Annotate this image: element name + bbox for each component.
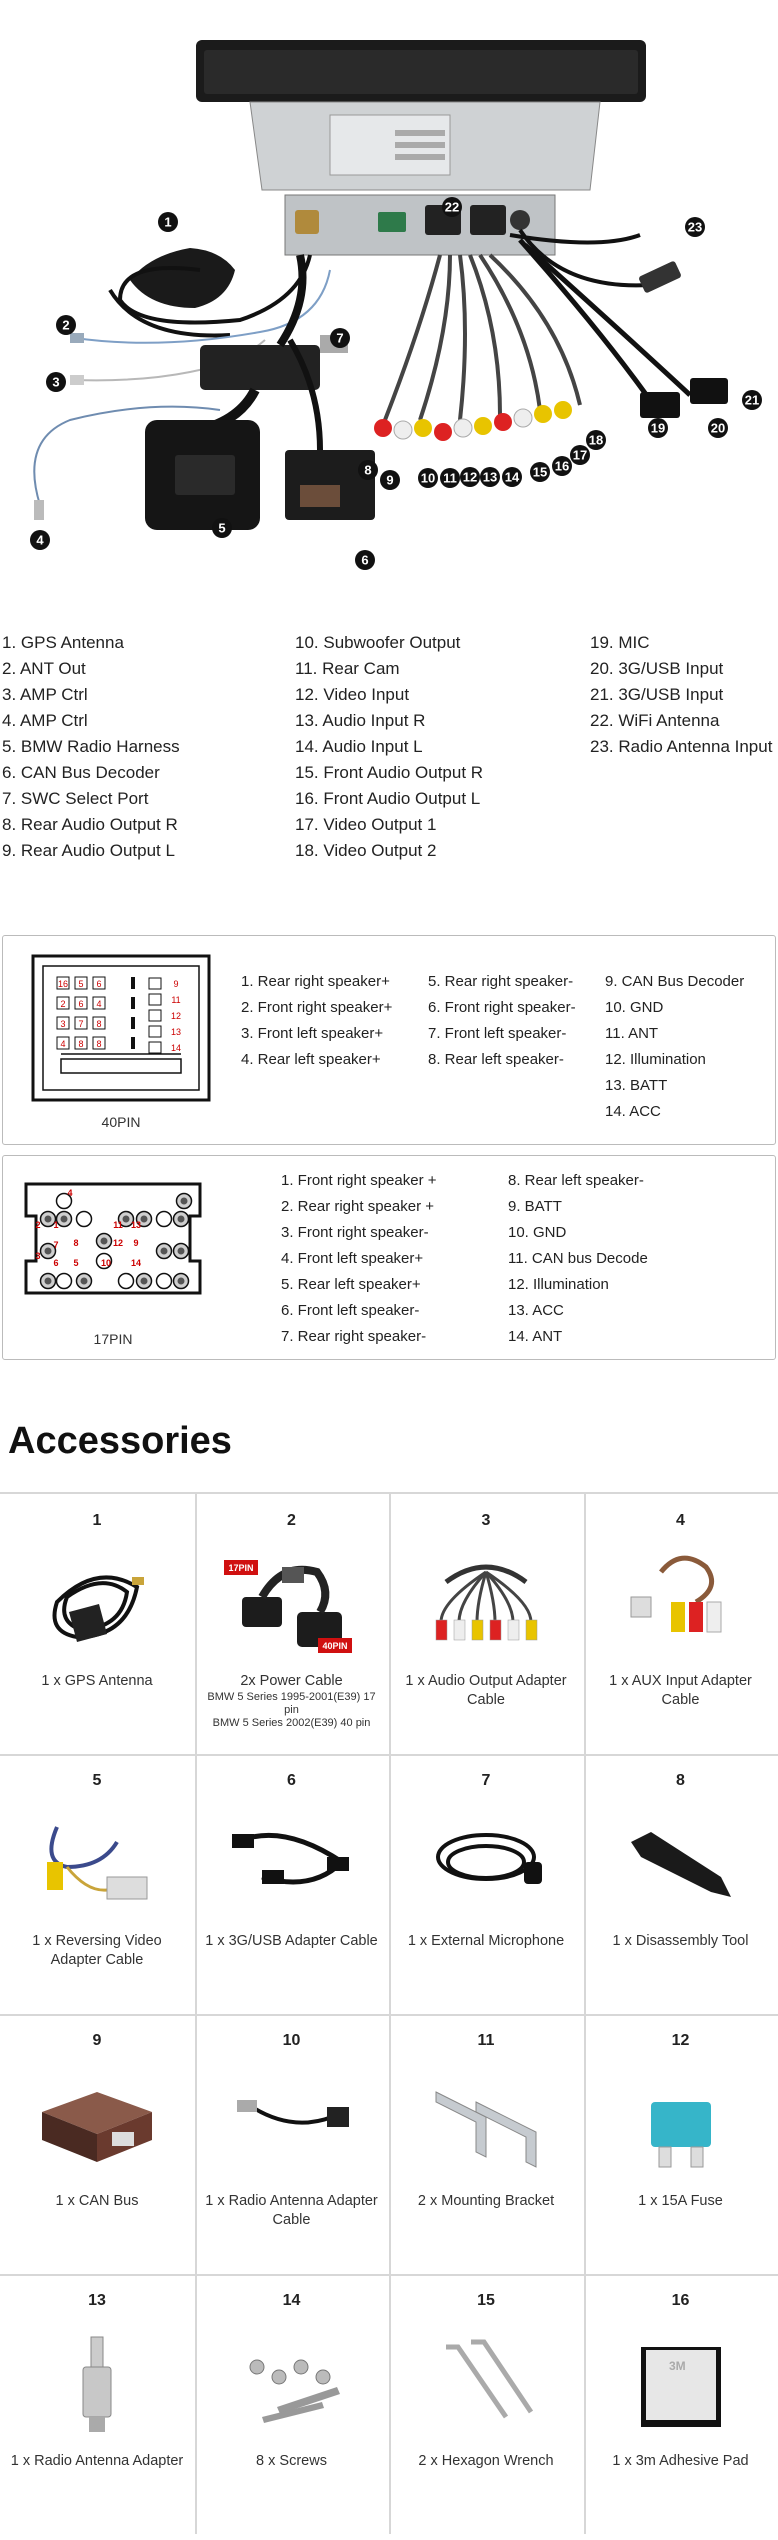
- legend-item: 3. AMP Ctrl: [2, 685, 88, 704]
- pin40-item: 12. Illumination: [605, 1051, 706, 1068]
- svg-text:3: 3: [52, 374, 60, 390]
- accessory-number: 5: [92, 1772, 102, 1789]
- pin40-pin-label: 3: [60, 1019, 66, 1029]
- can-bus-box-icon: [27, 2062, 167, 2182]
- pin40-list-3: [605, 969, 744, 1125]
- pin40-diagram-box: [2, 935, 776, 1145]
- pin40-pin-label: 12: [170, 1011, 182, 1021]
- gps-antenna-graphic: [110, 248, 310, 335]
- pin40-pin-label: 7: [78, 1019, 84, 1029]
- callout-7: [330, 328, 350, 348]
- pin40-pin-label: 16: [57, 979, 69, 989]
- accessory-number: 10: [282, 2032, 301, 2049]
- svg-text:19: 19: [650, 420, 666, 436]
- callout-9: [380, 470, 400, 490]
- legend-item: 14. Audio Input L: [295, 737, 423, 756]
- legend-item: 22. WiFi Antenna: [590, 711, 720, 730]
- accessory-image: [27, 1802, 167, 1922]
- accessory-number: 1: [92, 1512, 102, 1529]
- accessory-image: [416, 1542, 556, 1662]
- accessory-label: 1 x Radio Antenna Adapter Cable: [205, 2193, 378, 2228]
- pin40-pin-label: 4: [60, 1039, 66, 1049]
- pin40-list-2: [428, 969, 576, 1073]
- svg-text:15: 15: [532, 464, 548, 480]
- accessory-item: [584, 1754, 778, 2009]
- legend-item: 6. CAN Bus Decoder: [2, 763, 160, 782]
- accessory-number: 12: [671, 2032, 690, 2049]
- accessory-item: [389, 1494, 583, 1749]
- pin17-item: 13. ACC: [508, 1302, 564, 1319]
- accessory-item: [0, 1494, 194, 1749]
- pin40-pin-label: 2: [60, 999, 66, 1009]
- pin17-pin-label: 13: [130, 1220, 142, 1230]
- accessory-item: [389, 2274, 583, 2529]
- microphone-icon: [416, 1802, 556, 1922]
- pin17-item: 8. Rear left speaker-: [508, 1172, 644, 1189]
- pin40-item: 6. Front right speaker-: [428, 999, 576, 1016]
- svg-text:4: 4: [36, 532, 44, 548]
- accessory-number: 11: [477, 2032, 495, 2049]
- pin40-connector-icon: [31, 954, 211, 1102]
- pin17-item: 2. Rear right speaker +: [281, 1198, 434, 1215]
- accessory-item: [195, 1494, 389, 1749]
- pin-tag: 17PIN: [227, 1563, 254, 1573]
- accessory-image: [611, 2322, 751, 2442]
- pin17-pin-label: 3: [35, 1251, 41, 1261]
- callout-23: [685, 217, 705, 237]
- fuse-icon: [611, 2062, 751, 2182]
- svg-text:22: 22: [444, 199, 460, 215]
- accessory-label: 2x Power Cable BMW 5 Series 1995-2001(E39) 17 pin BMW 5 Series 2002(E39) 40 pin: [207, 1673, 376, 1729]
- accessory-image: [416, 2322, 556, 2442]
- pin40-item: 1. Rear right speaker+: [241, 973, 390, 990]
- pin40-pin-label: 13: [170, 1027, 182, 1037]
- svg-text:18: 18: [588, 432, 604, 448]
- callout-21: [742, 390, 762, 410]
- pin40-caption: 40PIN: [101, 1114, 141, 1130]
- legend-column-2: [295, 630, 483, 864]
- callout-8: [358, 460, 378, 480]
- pin17-pin-label: 10: [100, 1258, 112, 1268]
- legend-item: 16. Front Audio Output L: [295, 789, 481, 808]
- pin17-pin-label: 14: [130, 1258, 142, 1268]
- accessory-item: [195, 2274, 389, 2529]
- rca-cable-graphic: [374, 255, 580, 441]
- pin17-pin-label: 7: [53, 1240, 59, 1250]
- pin17-item: 7. Rear right speaker-: [281, 1328, 427, 1345]
- pin40-item: 8. Rear left speaker-: [428, 1051, 564, 1068]
- pin40-list-1: [241, 969, 392, 1073]
- legend-item: 5. BMW Radio Harness: [2, 737, 180, 756]
- accessory-number: 9: [92, 2032, 102, 2049]
- accessory-image: [611, 2062, 751, 2182]
- pin40-item: 10. GND: [605, 999, 664, 1016]
- svg-text:6: 6: [361, 552, 369, 568]
- legend-item: 4. AMP Ctrl: [2, 711, 88, 730]
- pin40-pin-label: 8: [96, 1019, 102, 1029]
- accessory-item: [0, 1754, 194, 2009]
- pin40-pin-label: 6: [96, 979, 102, 989]
- gps-antenna-icon: [27, 1542, 167, 1662]
- wiring-diagram: [0, 0, 778, 600]
- callout-5: [212, 518, 232, 538]
- callout-11: [440, 468, 460, 488]
- accessory-number: 4: [676, 1512, 685, 1529]
- pin40-pin-label: 6: [78, 999, 84, 1009]
- accessory-label: 1 x 15A Fuse: [638, 2193, 723, 2209]
- accessory-item: [389, 2014, 583, 2269]
- legend-item: 7. SWC Select Port: [2, 789, 149, 808]
- pin40-pin-label: 9: [173, 979, 179, 989]
- pin17-pin-label: 11: [113, 1220, 123, 1230]
- pin40-item: 14. ACC: [605, 1103, 661, 1120]
- accessory-number: 15: [477, 2292, 495, 2309]
- legend-item: 1. GPS Antenna: [2, 633, 124, 652]
- head-unit: [196, 40, 646, 255]
- pin40-pin-label: 4: [96, 999, 102, 1009]
- legend-column-3: [590, 630, 772, 760]
- pin40-pin-label: 14: [170, 1043, 182, 1053]
- pin17-pin-label: 9: [133, 1238, 139, 1248]
- pin-tag: 40PIN: [321, 1641, 348, 1651]
- pin17-item: 1. Front right speaker +: [281, 1172, 437, 1189]
- pin17-caption: 17PIN: [93, 1331, 133, 1347]
- pin17-pin-label: 1: [53, 1220, 59, 1230]
- svg-text:7: 7: [336, 330, 344, 346]
- pin17-list-1: [281, 1168, 437, 1350]
- callout-10: [418, 468, 438, 488]
- accessory-number: 8: [676, 1772, 685, 1789]
- callout-1: [158, 212, 178, 232]
- callout-2: [56, 315, 76, 335]
- svg-text:2: 2: [62, 317, 70, 333]
- svg-text:17: 17: [572, 447, 588, 463]
- pin40-pin-label: 5: [78, 979, 84, 989]
- legend-item: 11. Rear Cam: [295, 659, 400, 678]
- svg-text:20: 20: [710, 420, 726, 436]
- pin17-pin-label: 12: [112, 1238, 124, 1248]
- accessory-image: [222, 1802, 362, 1922]
- accessories-heading: Accessories: [8, 1420, 232, 1462]
- pin17-item: 5. Rear left speaker+: [281, 1276, 421, 1293]
- pin40-item: 2. Front right speaker+: [241, 999, 393, 1016]
- accessory-item: [389, 1754, 583, 2009]
- accessory-image: [222, 2062, 362, 2182]
- svg-text:21: 21: [744, 392, 760, 408]
- accessory-label: 1 x External Microphone: [407, 1933, 565, 1949]
- pin17-pin-label: 8: [73, 1238, 79, 1248]
- callout-6: [355, 550, 375, 570]
- callout-12: [460, 467, 480, 487]
- pin17-item: 14. ANT: [508, 1328, 563, 1345]
- accessory-image: [416, 1802, 556, 1922]
- antenna-adapter-icon: [27, 2322, 167, 2442]
- accessory-label: 1 x Disassembly Tool: [612, 1933, 749, 1949]
- accessory-number: 3: [481, 1512, 491, 1529]
- callout-22: [442, 197, 462, 217]
- pin17-connector-icon: [18, 1176, 208, 1301]
- rca-cable-icon: [416, 1542, 556, 1662]
- pin17-item: 4. Front left speaker+: [281, 1250, 424, 1267]
- pin17-item: 3. Front right speaker-: [281, 1224, 429, 1241]
- accessory-label: 1 x CAN Bus: [55, 2193, 139, 2209]
- accessory-item: [0, 2014, 194, 2269]
- svg-text:14: 14: [504, 469, 520, 485]
- svg-text:10: 10: [420, 470, 436, 486]
- accessory-item: [0, 2274, 194, 2529]
- legend-item: 10. Subwoofer Output: [295, 633, 461, 652]
- power-cable-icon: [222, 1542, 362, 1662]
- accessory-item: [195, 1754, 389, 2009]
- legend-item: 15. Front Audio Output R: [295, 763, 484, 782]
- accessory-label: 1 x 3G/USB Adapter Cable: [205, 1933, 378, 1949]
- pin40-item: 3. Front left speaker+: [241, 1025, 384, 1042]
- legend-item: 20. 3G/USB Input: [590, 659, 724, 678]
- accessory-number: 6: [287, 1772, 296, 1789]
- legend-item: 23. Radio Antenna Input: [590, 737, 773, 756]
- legend-item: 18. Video Output 2: [295, 841, 437, 860]
- callout-4: [30, 530, 50, 550]
- pin40-item: 5. Rear right speaker-: [428, 973, 574, 990]
- legend-item: 17. Video Output 1: [295, 815, 437, 834]
- accessory-label: 1 x Audio Output Adapter Cable: [405, 1673, 567, 1708]
- legend-item: 13. Audio Input R: [295, 711, 426, 730]
- callout-15: [530, 462, 550, 482]
- accessory-label: 8 x Screws: [256, 2453, 327, 2469]
- callout-18: [586, 430, 606, 450]
- svg-text:11: 11: [443, 470, 457, 486]
- pin17-pin-label: 6: [53, 1258, 59, 1268]
- pin17-item: 11. CAN bus Decode: [508, 1250, 648, 1267]
- accessory-item: [584, 2014, 778, 2269]
- callout-13: [480, 467, 500, 487]
- bracket-icon: [416, 2062, 556, 2182]
- pin40-item: 13. BATT: [605, 1077, 668, 1094]
- svg-text:16: 16: [554, 458, 570, 474]
- head-unit-wiring-illustration: [0, 0, 778, 600]
- usb-cable-icon: [222, 1802, 362, 1922]
- callout-20: [708, 418, 728, 438]
- accessory-image: [27, 2322, 167, 2442]
- accessory-image: [611, 1542, 751, 1662]
- connector-legend: [0, 630, 778, 870]
- callout-17: [570, 445, 590, 465]
- svg-text:8: 8: [364, 462, 372, 478]
- accessory-label: 1 x 3m Adhesive Pad: [612, 2453, 749, 2469]
- svg-text:5: 5: [218, 520, 226, 536]
- pry-tool-icon: [611, 1802, 751, 1922]
- pin40-item: 9. CAN Bus Decoder: [605, 973, 745, 990]
- svg-text:13: 13: [482, 469, 498, 485]
- svg-text:9: 9: [386, 472, 394, 488]
- callout-14: [502, 467, 522, 487]
- accessory-number: 2: [287, 1512, 296, 1529]
- callout-19: [648, 418, 668, 438]
- pin40-pin-label: 11: [171, 995, 181, 1005]
- accessory-label: 1 x Reversing Video Adapter Cable: [32, 1933, 162, 1968]
- accessory-number: 14: [282, 2292, 301, 2309]
- accessory-image: [416, 2062, 556, 2182]
- legend-item: 8. Rear Audio Output R: [2, 815, 178, 834]
- aux-cable-icon: [611, 1542, 751, 1662]
- accessory-label: 2 x Hexagon Wrench: [418, 2453, 554, 2469]
- pin17-item: 12. Illumination: [508, 1276, 609, 1293]
- accessory-image: [611, 1802, 751, 1922]
- svg-text:1: 1: [164, 214, 172, 230]
- screws-icon: [222, 2322, 362, 2442]
- pin40-pin-label: 8: [78, 1039, 84, 1049]
- video-cable-icon: [27, 1802, 167, 1922]
- callout-3: [46, 372, 66, 392]
- accessory-number: 13: [88, 2292, 106, 2309]
- hex-wrench-icon: [416, 2322, 556, 2442]
- callout-16: [552, 456, 572, 476]
- pin40-item: 4. Rear left speaker+: [241, 1051, 381, 1068]
- accessory-item: [584, 2274, 778, 2529]
- pin17-item: 10. GND: [508, 1224, 567, 1241]
- svg-text:12: 12: [462, 469, 478, 485]
- pin40-item: 7. Front left speaker-: [428, 1025, 567, 1042]
- svg-text:23: 23: [687, 219, 703, 235]
- pin17-item: 6. Front left speaker-: [281, 1302, 420, 1319]
- pin40-pin-label: 8: [96, 1039, 102, 1049]
- legend-item: 21. 3G/USB Input: [590, 685, 724, 704]
- adhesive-pad-icon: [611, 2322, 751, 2442]
- brand-mark: 3M: [668, 2359, 686, 2373]
- accessory-image: [222, 1542, 362, 1662]
- legend-item: 2. ANT Out: [2, 659, 86, 678]
- legend-item: 19. MIC: [590, 633, 650, 652]
- pin17-diagram-box: [2, 1155, 776, 1360]
- pin40-item: 11. ANT: [605, 1025, 659, 1042]
- pin17-pin-label: 2: [35, 1220, 41, 1230]
- legend-item: 12. Video Input: [295, 685, 410, 704]
- accessory-image: [222, 2322, 362, 2442]
- pin17-list-2: [508, 1168, 648, 1350]
- accessory-label: 2 x Mounting Bracket: [417, 2193, 555, 2209]
- accessory-label: 1 x GPS Antenna: [41, 1673, 153, 1689]
- pin17-pin-label: 4: [67, 1188, 73, 1198]
- legend-column-1: [2, 630, 180, 864]
- accessory-number: 16: [671, 2292, 690, 2309]
- accessory-item: [584, 1494, 778, 1749]
- accessory-image: [27, 1542, 167, 1662]
- accessory-item: [195, 2014, 389, 2269]
- pin17-pin-label: 5: [73, 1258, 79, 1268]
- legend-item: 9. Rear Audio Output L: [2, 841, 175, 860]
- accessory-label: 1 x AUX Input Adapter Cable: [609, 1673, 752, 1708]
- accessory-label: 1 x Radio Antenna Adapter: [10, 2453, 184, 2469]
- antenna-cable-icon: [222, 2062, 362, 2182]
- pin17-item: 9. BATT: [508, 1198, 562, 1215]
- accessories-grid: [0, 1492, 778, 2532]
- accessory-number: 7: [481, 1772, 491, 1789]
- accessory-image: [27, 2062, 167, 2182]
